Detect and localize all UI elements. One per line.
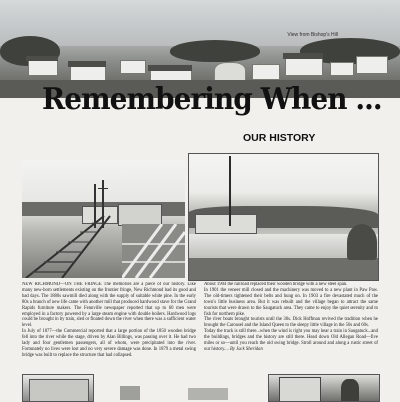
hero-building bbox=[28, 60, 58, 76]
hero-building bbox=[356, 56, 388, 74]
riverbank bbox=[189, 258, 378, 280]
article-paragraph: The river boats brought tourists until the 30s. Dick Hoffman revived the tradition when he brought the Carousel and the Island Queen to the sleepy little village in the 50s and 60s. bbox=[204, 317, 378, 329]
page-subtitle: OUR HISTORY bbox=[243, 132, 316, 144]
bridge-span bbox=[195, 214, 257, 234]
article-paragraph: Today the track is still there...when the wind is right you may hear a train in Saugatuck...and the buildings, bridges and the history are still there. Head down Old Allegan Road—five miles or so—until you reach the old swing bridge. Stroll around and along a rustic street of our history.... bbox=[204, 329, 378, 352]
hero-building bbox=[252, 64, 280, 80]
river-photo bbox=[188, 153, 379, 281]
article-paragraph: In July of 1877—the Commercial reported that a large portion of the 1850 wooden bridge fell into the river while the stage, driven by Alan Billings, was passing over it. He had two lady and four gentlemen passengers, all of whom, were precipitated into the river. Fortunately no lives were lost and no very severe damage was done. In 1879 a metal swing bridge was built to replace the structure that had collapsed. bbox=[22, 329, 196, 358]
bridge-trestle bbox=[122, 224, 185, 278]
hero-roof bbox=[148, 65, 192, 71]
hero-roof bbox=[26, 56, 58, 61]
tree bbox=[347, 224, 377, 260]
article-paragraph: In 1901 the veneer mill closed and the machinery was moved to a new plant in Paw Paw. The old-timers tightened their belts and hung on. In 1903 a fire devastated much of the town's little business area. But it was rebuilt and the village began to attract the same tourists that were drawn to the Saugatuck area. They came to enjoy the quiet serenity and to fish for northern pike. bbox=[204, 287, 378, 317]
bottom-photo-tree bbox=[120, 386, 140, 400]
article-body bbox=[22, 282, 378, 372]
bottom-photo-field bbox=[188, 388, 228, 400]
bottom-photo-house bbox=[268, 374, 380, 402]
article-column-left bbox=[22, 282, 196, 372]
hero-roof bbox=[283, 53, 323, 59]
byline: By Jack Sheridan bbox=[230, 346, 263, 352]
hero-roof bbox=[68, 61, 106, 67]
hero-building bbox=[120, 60, 146, 74]
hero-treeline bbox=[170, 40, 260, 62]
hero-building bbox=[285, 58, 323, 76]
article-paragraph: About 1904 the railroad replaced their wooden bridge with a new steel span. bbox=[204, 282, 348, 287]
hero-tank bbox=[214, 62, 246, 82]
utility-pole bbox=[229, 156, 231, 226]
article-column-right bbox=[204, 282, 378, 372]
person-figure bbox=[341, 379, 359, 401]
hero-caption: View from Bishop's Hill bbox=[287, 32, 338, 38]
page-title: Remembering When ... bbox=[42, 82, 382, 117]
article-paragraph: NEW RICHMOND—ON THE FRINGE The memories are a piece of our history. Like many new-born settlements existing on the frontier fringe, New Richmond had its good and bad days. The 1880s sawmill died along with the supply of suitable white pine. In the early 80s a branch of new life came with another mill that produced hardwood stave for the Grand Rapids furniture makers. The Fennville newspaper reported that up to 60 men were employed in a factory powered by a large steam engine with double boilers. Hardwood logs could be brought in by train, sled or floated down the river when there was a sufficient water level. bbox=[22, 282, 196, 329]
railroad-photo bbox=[22, 160, 185, 278]
bottom-photo-storefront bbox=[22, 374, 94, 402]
hero-building bbox=[330, 62, 354, 76]
